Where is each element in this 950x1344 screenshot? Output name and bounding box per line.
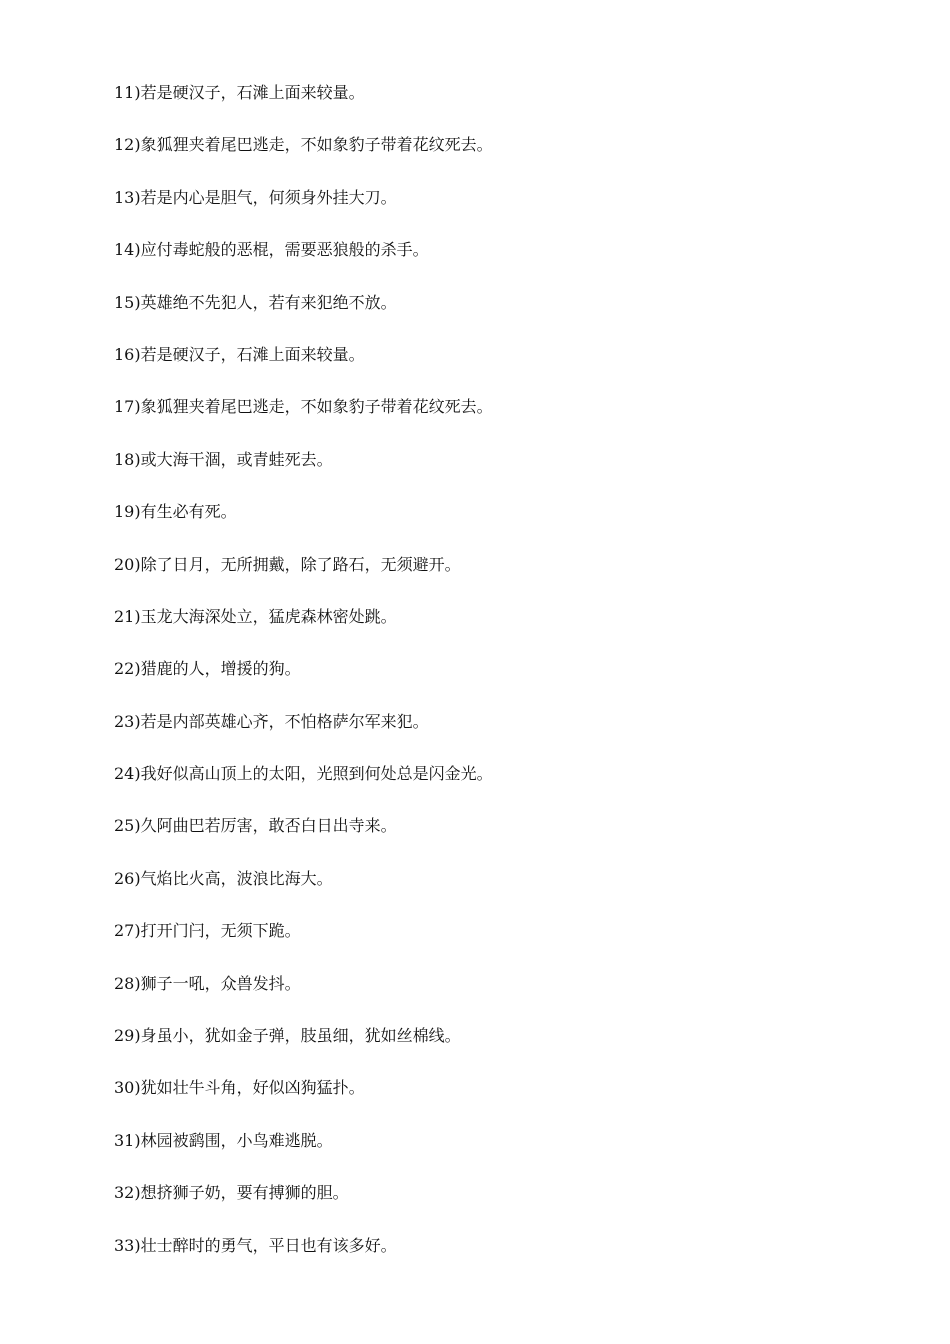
proverb-line: 33)壮士醉时的勇气，平日也有该多好。 xyxy=(114,1235,397,1255)
proverb-line: 26)气焰比火高，波浪比海大。 xyxy=(114,868,333,888)
proverb-line: 15)英雄绝不先犯人，若有来犯绝不放。 xyxy=(114,292,397,312)
proverb-line: 12)象狐狸夹着尾巴逃走，不如象豹子带着花纹死去。 xyxy=(114,135,493,155)
proverb-line: 22)猎鹿的人，增援的狗。 xyxy=(114,659,301,679)
proverb-line: 23)若是内部英雄心齐，不怕格萨尔军来犯。 xyxy=(114,711,429,731)
proverb-line: 30)犹如壮牛斗角，好似凶狗猛扑。 xyxy=(114,1078,365,1098)
proverb-list xyxy=(114,80,493,1285)
proverb-line: 32)想挤狮子奶，要有搏狮的胆。 xyxy=(114,1183,349,1203)
proverb-line: 28)狮子一吼，众兽发抖。 xyxy=(114,973,301,993)
proverb-line: 11)若是硬汉子，石滩上面来较量。 xyxy=(114,83,365,102)
proverb-line: 20)除了日月，无所拥戴，除了路石，无须避开。 xyxy=(114,554,461,574)
proverb-line: 16)若是硬汉子，石滩上面来较量。 xyxy=(114,344,365,364)
proverb-line: 17)象狐狸夹着尾巴逃走，不如象豹子带着花纹死去。 xyxy=(114,397,493,417)
proverb-line: 13)若是内心是胆气，何须身外挂大刀。 xyxy=(114,187,397,207)
proverb-line: 25)久阿曲巴若厉害，敢否白日出寺来。 xyxy=(114,816,397,836)
proverb-line: 24)我好似高山顶上的太阳，光照到何处总是闪金光。 xyxy=(114,764,493,784)
proverb-line: 29)身虽小，犹如金子弹，肢虽细，犹如丝棉线。 xyxy=(114,1026,461,1046)
proverb-line: 18)或大海干涸，或青蛙死去。 xyxy=(114,449,333,469)
proverb-line: 31)林园被鹞围，小鸟难逃脱。 xyxy=(114,1130,333,1150)
proverb-line: 19)有生必有死。 xyxy=(114,502,237,522)
proverb-line: 27)打开门闩，无须下跪。 xyxy=(114,921,301,941)
proverb-line: 21)玉龙大海深处立，猛虎森林密处跳。 xyxy=(114,606,397,626)
proverb-line: 14)应付毒蛇般的恶棍，需要恶狼般的杀手。 xyxy=(114,240,429,260)
